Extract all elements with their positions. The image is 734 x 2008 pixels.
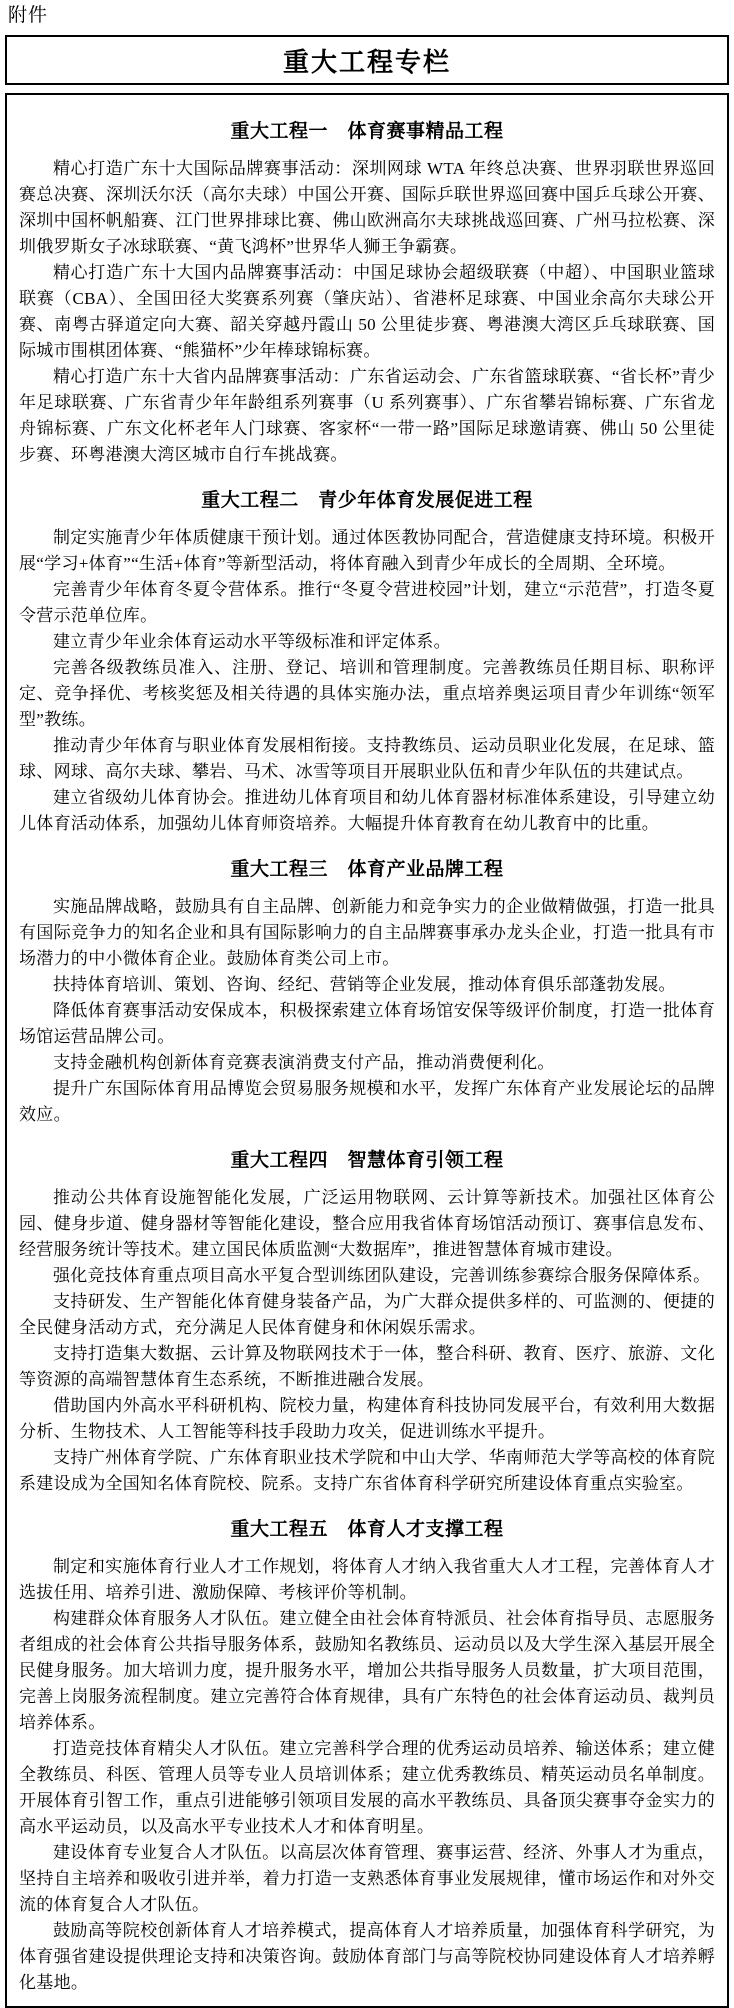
column-content-box — [5, 93, 729, 2008]
column-title-box — [5, 35, 729, 85]
section-major-project-3 — [19, 854, 715, 1128]
paragraph: 支持研发、生产智能化体育健身装备产品，为广大群众提供多样的、可监测的、便捷的全民健身活动方式，充分满足人民体育健身和休闲娱乐需求。 — [19, 1292, 715, 1337]
column-title: 重大工程专栏 — [282, 46, 451, 77]
section-major-project-1 — [19, 116, 715, 468]
paragraph: 建设体育专业复合人才队伍。以高层次体育管理、赛事运营、经济、外事人才为重点，坚持自主培养和吸收引进并举，着力打造一支熟悉体育事业发展规律，懂市场运作和对外交流的体育复合人才队伍。 — [19, 1843, 715, 1914]
paragraph: 建立青少年业余体育运动水平等级标准和评定体系。 — [53, 632, 451, 651]
paragraph: 打造竞技体育精尖人才队伍。建立完善科学合理的优秀运动员培养、输送体系；建立健全教练员、科医、管理人员等专业人员培训体系；建立优秀教练员、精英运动员名单制度。开展体育引智工作，重点引进能够引领项目发展的高水平教练员、具备顶尖赛事夺金实力的高水平运动员，以及高水平专业技术人才和体育明星。 — [19, 1739, 715, 1836]
section-heading: 重大工程二 青少年体育发展促进工程 — [201, 490, 533, 511]
paragraph: 支持打造集大数据、云计算及物联网技术于一体，整合科研、教育、医疗、旅游、文化等资源的高端智慧体育生态系统，不断推进融合发展。 — [19, 1344, 715, 1389]
paragraph: 完善各级教练员准入、注册、登记、培训和管理制度。完善教练员任期目标、职称评定、竞争择优、考核奖惩及相关待遇的具体实施办法，重点培养奥运项目青少年训练“领军型”教练。 — [19, 658, 715, 729]
paragraph: 推动公共体育设施智能化发展，广泛运用物联网、云计算等新技术。加强社区体育公园、健身步道、健身器材等智能化建设，整合应用我省体育场馆活动预订、赛事信息发布、经营服务统计等技术。建立国民体质监测“大数据库”，推进智慧体育城市建设。 — [19, 1188, 715, 1259]
paragraph: 支持广州体育学院、广东体育职业技术学院和中山大学、华南师范大学等高校的体育院系建设成为全国知名体育院校、院系。支持广东省体育科学研究所建设体育重点实验室。 — [19, 1448, 715, 1493]
paragraph: 完善青少年体育冬夏令营体系。推行“冬夏令营进校园”计划，建立“示范营”，打造冬夏令营示范单位库。 — [19, 580, 715, 625]
paragraph: 精心打造广东十大省内品牌赛事活动：广东省运动会、广东省篮球联赛、“省长杯”青少年足球联赛、广东省青少年年龄组系列赛事（U 系列赛事）、广东省攀岩锦标赛、广东省龙舟锦标赛、广东文化杯老年人门球赛、客家杯“一带一路”国际足球邀请赛、佛山 50 公里徒步赛、环粤港澳大湾区城市自行车挑战赛。 — [19, 367, 715, 464]
paragraph: 构建群众体育服务人才队伍。建立健全由社会体育特派员、社会体育指导员、志愿服务者组成的社会体育公共指导服务体系，鼓励知名教练员、运动员以及大学生深入基层开展全民健身服务。加大培训力度，提升服务水平，增加公共指导服务人员数量，扩大项目范围，完善上岗服务流程制度。建立完善符合体育规律，具有广东特色的社会体育运动员、裁判员培养体系。 — [19, 1609, 715, 1732]
paragraph: 提升广东国际体育用品博览会贸易服务规模和水平，发挥广东体育产业发展论坛的品牌效应。 — [19, 1079, 715, 1124]
paragraph: 精心打造广东十大国际品牌赛事活动：深圳网球 WTA 年终总决赛、世界羽联世界巡回赛总决赛、深圳沃尔沃（高尔夫球）中国公开赛、国际乒联世界巡回赛中国乒乓球公开赛、深圳中国杯帆船赛、江门世界排球比赛、佛山欧洲高尔夫球挑战巡回赛、广州马拉松赛、深圳俄罗斯女子冰球联赛、“黄飞鸿杯”世界华人狮王争霸赛。 — [19, 159, 715, 256]
paragraph: 鼓励高等院校创新体育人才培养模式，提高体育人才培养质量，加强体育科学研究，为体育强省建设提供理论支持和决策咨询。鼓励体育部门与高等院校协同建设体育人才培养孵化基地。 — [19, 1921, 715, 1992]
paragraph: 精心打造广东十大国内品牌赛事活动：中国足球协会超级联赛（中超）、中国职业篮球联赛（CBA）、全国田径大奖赛系列赛（肇庆站）、省港杯足球赛、中国业余高尔夫球公开赛、南粤古驿道定向大赛、韶关穿越丹霞山 50 公里徒步赛、粤港澳大湾区乒乓球联赛、国际城市围棋团体赛、“熊猫杯”少年棒球锦标赛。 — [19, 263, 715, 360]
section-major-project-4 — [19, 1145, 715, 1497]
paragraph: 制定和实施体育行业人才工作规划，将体育人才纳入我省重大人才工程，完善体育人才选拔任用、培养引进、激励保障、考核评价等机制。 — [19, 1557, 715, 1602]
section-major-project-5 — [19, 1514, 715, 1996]
section-major-project-2 — [19, 485, 715, 837]
section-heading: 重大工程三 体育产业品牌工程 — [230, 859, 504, 880]
paragraph: 实施品牌战略，鼓励具有自主品牌、创新能力和竞争实力的企业做精做强，打造一批具有国际竞争力的知名企业和具有国际影响力的自主品牌赛事承办龙头企业，打造一批具有市场潜力的中小微体育企业。鼓励体育类公司上市。 — [19, 897, 715, 968]
paragraph: 扶持体育培训、策划、咨询、经纪、营销等企业发展，推动体育俱乐部蓬勃发展。 — [53, 975, 676, 994]
attachment-label: 附件 — [8, 5, 49, 26]
paragraph: 强化竞技体育重点项目高水平复合型训练团队建设，完善训练参赛综合服务保障体系。 — [53, 1266, 711, 1285]
paragraph: 推动青少年体育与职业体育发展相衔接。支持教练员、运动员职业化发展，在足球、篮球、网球、高尔夫球、攀岩、马术、冰雪等项目开展职业队伍和青少年队伍的共建试点。 — [19, 736, 715, 781]
paragraph: 降低体育赛事活动安保成本，积极探索建立体育场馆安保等级评价制度，打造一批体育场馆运营品牌公司。 — [19, 1001, 715, 1046]
section-heading: 重大工程五 体育人才支撑工程 — [230, 1519, 504, 1540]
section-heading: 重大工程四 智慧体育引领工程 — [230, 1150, 504, 1171]
paragraph: 制定实施青少年体质健康干预计划。通过体医教协同配合，营造健康支持环境。积极开展“学习+体育”“生活+体育”等新型活动，将体育融入到青少年成长的全周期、全环境。 — [19, 528, 715, 573]
paragraph: 借助国内外高水平科研机构、院校力量，构建体育科技协同发展平台，有效利用大数据分析、生物技术、人工智能等科技手段助力攻关，促进训练水平提升。 — [19, 1396, 715, 1441]
paragraph: 支持金融机构创新体育竞赛表演消费支付产品，推动消费便利化。 — [53, 1053, 555, 1072]
paragraph: 建立省级幼儿体育协会。推进幼儿体育项目和幼儿体育器材标准体系建设，引导建立幼儿体育活动体系，加强幼儿体育师资培养。大幅提升体育教育在幼儿教育中的比重。 — [19, 788, 715, 833]
section-heading: 重大工程一 体育赛事精品工程 — [230, 121, 504, 142]
